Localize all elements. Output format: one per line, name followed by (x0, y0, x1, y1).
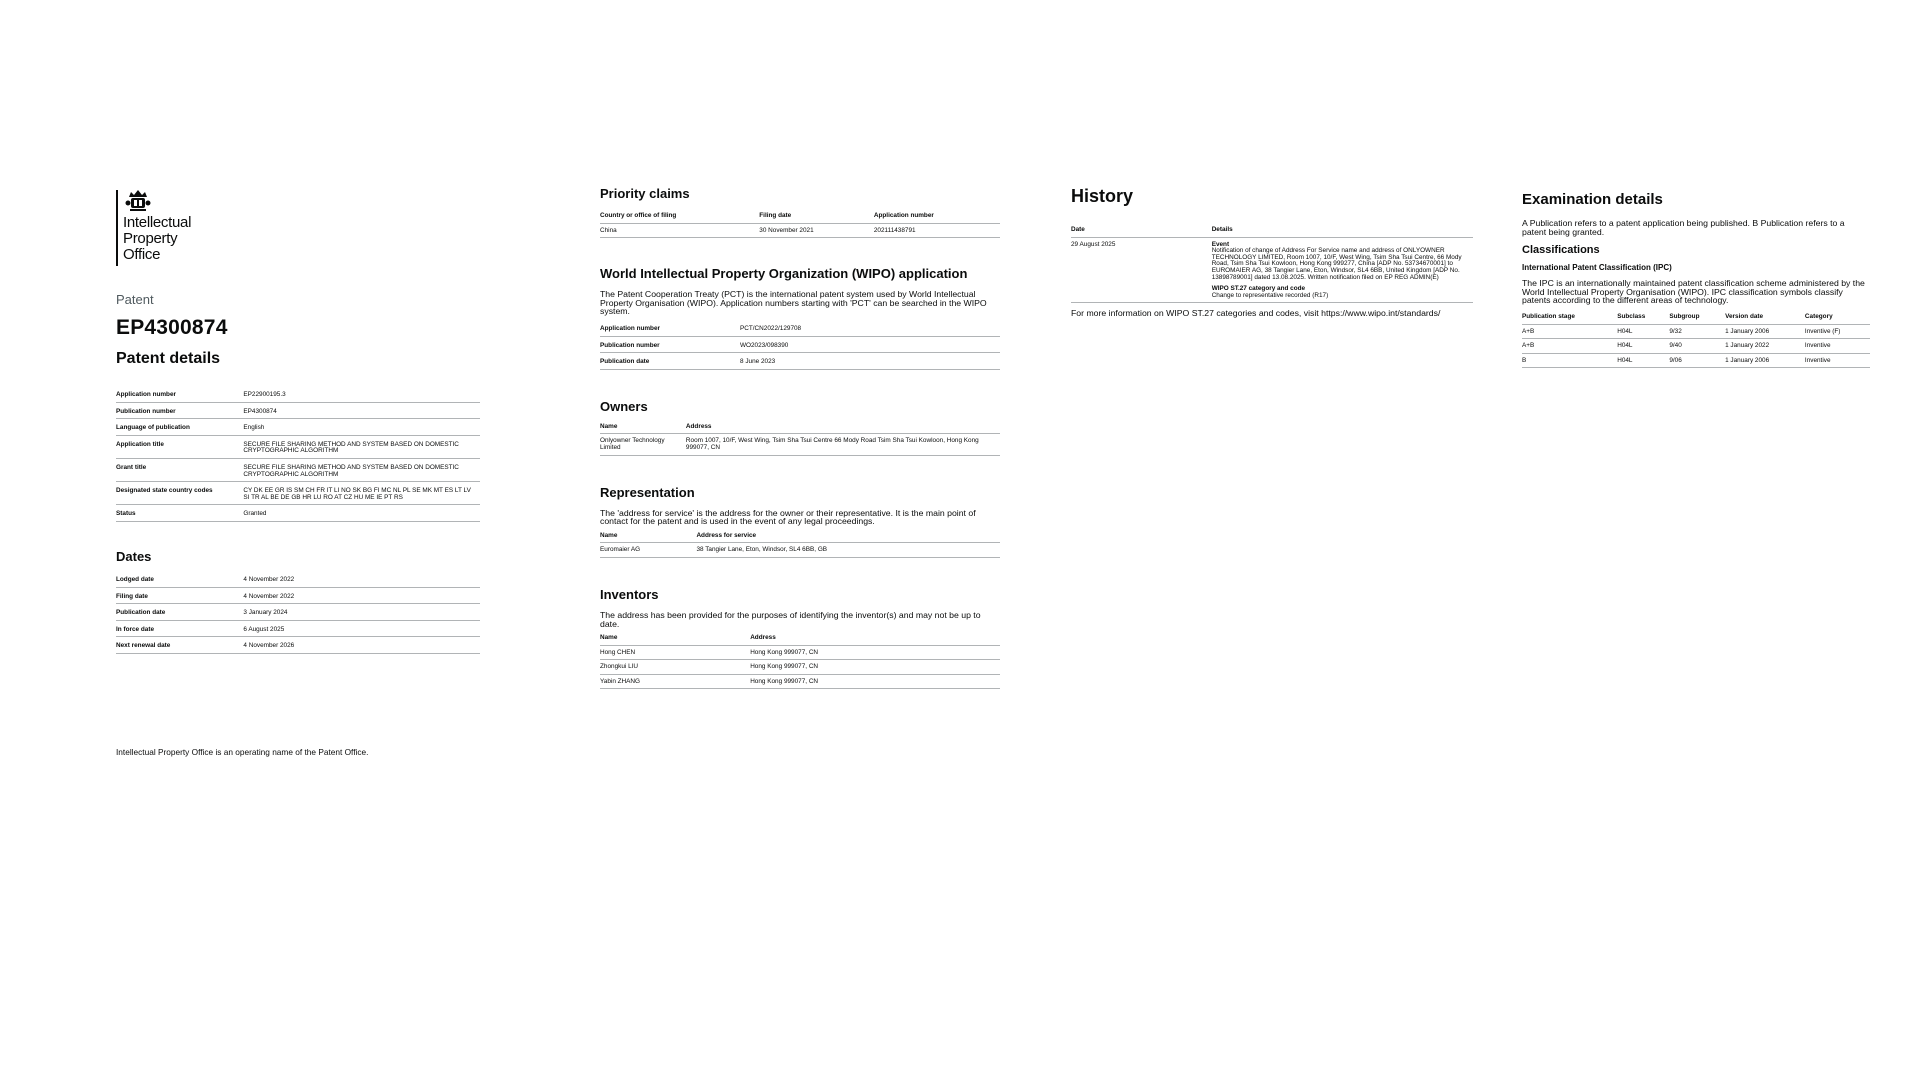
row-value: EP4300874 (243, 407, 277, 415)
logo-line: Office (123, 246, 161, 263)
table-cell: A+B (1522, 342, 1535, 350)
row-label: In force date (116, 625, 154, 633)
logo-line: Intellectual (123, 214, 192, 231)
row-label: Filing date (116, 592, 148, 600)
column-header: Country or office of filing (600, 212, 677, 219)
column-header: Version date (1725, 312, 1764, 320)
royal-crest-icon (125, 188, 151, 212)
table-cell: H04L (1617, 342, 1633, 350)
table-row (116, 419, 480, 436)
table-row (600, 434, 1000, 455)
table-cell: 202111438791 (873, 226, 916, 234)
table-cell: 9/32 (1669, 327, 1682, 335)
table-cell: 38 Tangier Lane, Eton, Windsor, SL4 6BB, GB (696, 546, 828, 554)
column-header: Filing date (759, 212, 792, 219)
patent-details-heading: Patent details (116, 350, 221, 367)
dates-table (116, 571, 480, 654)
table-cell: 1 January 2006 (1725, 356, 1770, 364)
page-caption: Patent (116, 292, 154, 307)
row-label: Application title (116, 440, 164, 448)
table-row (600, 660, 1000, 675)
table-row (600, 645, 1000, 660)
table-cell: Zhongkui LIU (600, 663, 639, 671)
table-cell: China (600, 226, 617, 234)
row-label: Designated state country codes (116, 487, 213, 495)
row-value: PCT/CN2022/129708 (740, 324, 802, 332)
table-cell: 9/40 (1669, 342, 1682, 350)
row-value: CY DK EE GR IS SM CH FR IT LI NO SK BG FI MC NL PL SE MK MT ES LT LV SI TR AL BE DE GB HR LU RO AT CZ HU ME IE PT RS (243, 487, 471, 501)
inventors-table (600, 631, 1000, 689)
row-value: WO2023/098390 (740, 341, 789, 349)
row-value: 4 November 2022 (243, 575, 295, 583)
table-header-row (1071, 223, 1473, 237)
representation-heading: Representation (600, 484, 695, 500)
logo-text (123, 215, 191, 263)
examination-heading: Examination details (1522, 191, 1663, 208)
row-label: Publication number (116, 407, 176, 415)
row-label: Lodged date (116, 575, 154, 583)
column-header: Application number (873, 212, 934, 219)
row-value: 4 November 2022 (243, 592, 295, 600)
table-row (1522, 353, 1870, 368)
row-label: Publication date (600, 358, 650, 366)
row-label: Application number (600, 324, 661, 332)
table-cell: B (1522, 356, 1527, 364)
row-label: Application number (116, 391, 177, 398)
patent-details-table (116, 386, 480, 522)
wipo-more-info: For more information on WIPO ST.27 categories and codes, visit https://www.wipo.int/standards/ (1071, 308, 1441, 319)
table-cell: A+B (1522, 327, 1535, 335)
examination-column (1522, 186, 1870, 368)
table-row (116, 435, 480, 458)
column-header: Address for service (696, 531, 757, 539)
ipc-description: The IPC is an internationally maintained patent classification scheme administered by the World Intellectual Property Organisation (WIPO). IPC classification symbols classify patents according to the different areas of technology. (1522, 278, 1865, 306)
row-value: EP22900195.3 (243, 391, 286, 398)
wipo-description: The Patent Cooperation Treaty (PCT) is the international patent system used by World Intellectual Property Organisation (WIPO). Application numbers starting with 'PCT' can be searched in the WIPO system. (600, 289, 987, 317)
row-value: 3 January 2024 (243, 609, 288, 617)
column-header: Date (1071, 226, 1085, 233)
owners-heading: Owners (600, 398, 648, 414)
inventors-heading: Inventors (600, 586, 659, 602)
claims-owners-column (600, 186, 1000, 689)
table-cell: H04L (1617, 327, 1633, 335)
column-header: Category (1804, 312, 1833, 320)
event-text: Notification of change of Address For Service name and address of ONLYOWNER TECHNOLOGY LIMITED, Room 1007, 10/F, West Wing, Tsim Sha Tsui Centre, 66 Mody Road, Tsim Sha Tsui Kowloon, Hong Kong 999277, China [ADP No. 53734670001] to EUROMAIER AG, 38 Tangier Lane, Eton, Windsor, SL4 6BB, United Kingdom [ADP No. 13898789001] dated 13.08.2025. Written notification filed on EP REG ADMIN(E) (1211, 247, 1462, 281)
column-header: Subgroup (1669, 312, 1700, 320)
classifications-heading: Classifications (1522, 244, 1600, 257)
table-row (1522, 339, 1870, 354)
logo-line: Property (123, 230, 178, 247)
table-row (1522, 324, 1870, 339)
table-row (116, 587, 480, 604)
column-header: Name (600, 634, 618, 642)
row-label: Publication date (116, 609, 166, 617)
column-header: Name (600, 531, 618, 539)
patent-summary-column (116, 186, 480, 654)
table-cell: 1 January 2022 (1725, 342, 1770, 350)
table-cell: Hong Kong 999077, CN (750, 663, 819, 671)
table-cell: H04L (1617, 356, 1633, 364)
table-cell: Hong Kong 999077, CN (750, 677, 819, 685)
examination-description: A Publication refers to a patent application being published. B Publication refers to a patent being granted. (1522, 218, 1845, 237)
owners-table (600, 420, 1000, 456)
ipc-heading: International Patent Classification (IPC) (1522, 263, 1672, 273)
row-label: Next renewal date (116, 642, 171, 650)
column-header: Publication stage (1522, 312, 1575, 320)
table-row (116, 604, 480, 621)
page-title: EP4300874 (116, 316, 228, 339)
priority-claims-table (600, 209, 1000, 238)
table-header-row (1522, 310, 1870, 324)
footer-note: Intellectual Property Office is an operating name of the Patent Office. (116, 747, 369, 757)
table-row (116, 571, 480, 587)
inventors-description: The address has been provided for the purposes of identifying the inventor(s) and may not be up to date. (600, 609, 981, 629)
column-header: Address (750, 634, 776, 642)
table-row (600, 543, 1000, 558)
table-cell: Inventive (1804, 342, 1831, 350)
row-value: Granted (243, 510, 267, 518)
table-cell: 30 November 2021 (759, 226, 814, 234)
table-row (116, 458, 480, 481)
history-date: 29 August 2025 (1071, 240, 1116, 248)
table-row (600, 336, 1000, 353)
history-table (1071, 223, 1473, 303)
table-row (600, 223, 1000, 238)
table-row (116, 637, 480, 654)
table-header-row (600, 209, 1000, 223)
history-heading: History (1071, 186, 1134, 206)
table-header-row (600, 529, 1000, 543)
wipo-code-text: Change to representative recorded (R17) (1211, 291, 1329, 299)
row-value: 4 November 2026 (243, 642, 295, 650)
table-cell: Euromaier AG (600, 546, 641, 554)
table-row (600, 320, 1000, 336)
table-cell: Hong CHEN (600, 648, 636, 656)
table-row (600, 353, 1000, 370)
dates-heading: Dates (116, 548, 152, 564)
table-cell: 1 January 2006 (1725, 327, 1770, 335)
history-column (1071, 186, 1473, 318)
table-cell: Inventive (1804, 356, 1831, 364)
column-header: Address (685, 422, 712, 430)
wipo-heading: World Intellectual Property Organization (WIPO) application (600, 266, 968, 282)
priority-claims-heading: Priority claims (600, 186, 690, 201)
column-header: Subclass (1617, 312, 1646, 320)
column-header: Details (1211, 226, 1233, 233)
table-header-row (600, 631, 1000, 645)
table-row (600, 674, 1000, 689)
table-cell: Onlyowner Technology Limited (600, 437, 665, 451)
table-cell: Yabin ZHANG (600, 677, 641, 685)
table-row (116, 482, 480, 505)
row-label: Status (116, 510, 136, 518)
history-row (1071, 237, 1473, 303)
row-value: English (243, 424, 265, 432)
table-cell: Hong Kong 999077, CN (750, 648, 819, 656)
wipo-code-label: WIPO ST.27 category and code (1211, 285, 1306, 293)
ipc-table (1522, 310, 1870, 368)
table-cell: Room 1007, 10/F, West Wing, Tsim Sha Tsui Centre 66 Mody Road Tsim Sha Tsui Kowloon, Hong Kong 999077, CN (685, 437, 979, 451)
ipo-logo (116, 188, 480, 268)
table-header-row (600, 420, 1000, 434)
logo-bar (116, 190, 118, 266)
table-cell: 9/06 (1669, 356, 1682, 364)
table-row (116, 620, 480, 637)
table-row (116, 386, 480, 402)
column-header: Name (600, 422, 618, 430)
row-label: Language of publication (116, 424, 190, 432)
table-row (116, 505, 480, 522)
history-details (1212, 237, 1473, 303)
row-value: SECURE FILE SHARING METHOD AND SYSTEM BASED ON DOMESTIC CRYPTOGRAPHIC ALGORITHM (243, 440, 459, 455)
table-cell: Inventive (F) (1804, 327, 1841, 335)
wipo-table (600, 320, 1000, 370)
row-value: 6 August 2025 (243, 625, 285, 633)
table-row (116, 402, 480, 419)
row-value: 8 June 2023 (740, 358, 776, 366)
row-label: Grant title (116, 463, 147, 471)
representation-table (600, 529, 1000, 558)
row-value: SECURE FILE SHARING METHOD AND SYSTEM BASED ON DOMESTIC CRYPTOGRAPHIC ALGORITHM (243, 463, 459, 478)
event-label: Event (1211, 240, 1230, 248)
representation-description: The 'address for service' is the address for the owner or their representative. It is the main point of contact for the patent and is used in the event of any legal proceedings. (600, 507, 976, 527)
row-label: Publication number (600, 341, 660, 349)
